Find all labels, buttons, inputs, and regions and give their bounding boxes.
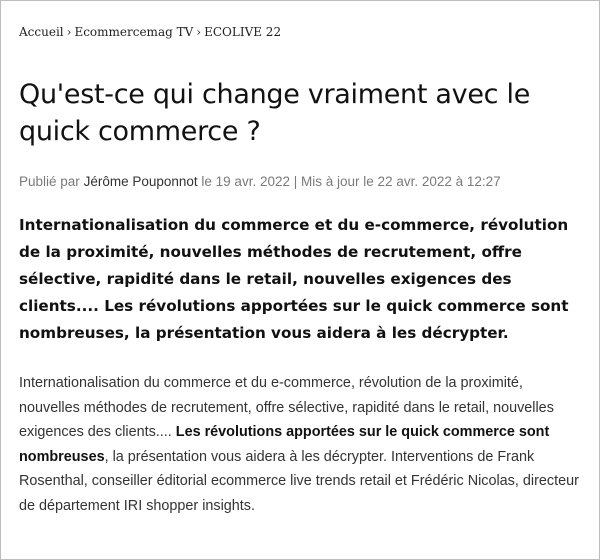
meta-divider: | xyxy=(293,174,298,189)
breadcrumb-item-home[interactable]: Accueil xyxy=(19,25,64,39)
breadcrumb-separator: › xyxy=(66,25,72,39)
breadcrumb-separator: › xyxy=(196,25,202,39)
published-date: le 19 avr. 2022 xyxy=(201,174,290,189)
article-meta xyxy=(19,174,501,189)
breadcrumb-item-ecommercemag-tv[interactable]: Ecommercemag TV xyxy=(74,25,194,39)
published-prefix: Publié par xyxy=(19,174,80,189)
article-body xyxy=(19,371,581,519)
breadcrumb xyxy=(19,25,281,39)
article-title: Qu'est-ce qui change vraiment avec le quick commerce ? xyxy=(19,79,531,147)
body-text-part1: Internationalisation du commerce et du e-commerce, révolution de la proximité, nouvelles méthodes de recrutement, offre sélective, rapidité dans le retail, nouvelles exigences des clients.... xyxy=(19,375,554,441)
body-text-part2: , la présentation vous aidera à les décrypter. Interventions de Frank Rosenthal, conseiller éditorial ecommerce live trends retail et Frédéric Nicolas, directeur de département IRI shopper insights. xyxy=(19,448,579,514)
updated-date: Mis à jour le 22 avr. 2022 à 12:27 xyxy=(301,174,501,189)
author-link[interactable]: Jérôme Pouponnot xyxy=(83,174,198,189)
breadcrumb-item-ecolive[interactable]: ECOLIVE 22 xyxy=(204,25,282,39)
article-lead: Internationalisation du commerce et du e-commerce, révolution de la proximité, nouvelles méthodes de recrutement, offre sélective, rapidité dans le retail, nouvelles exigences des clients.... Les révolutions apportées sur le quick commerce sont nombreuses, la présentation vous aidera à les décrypter. xyxy=(19,216,569,342)
body-text-bold: Les révolutions apportées sur le quick commerce sont nombreuses xyxy=(19,424,550,465)
